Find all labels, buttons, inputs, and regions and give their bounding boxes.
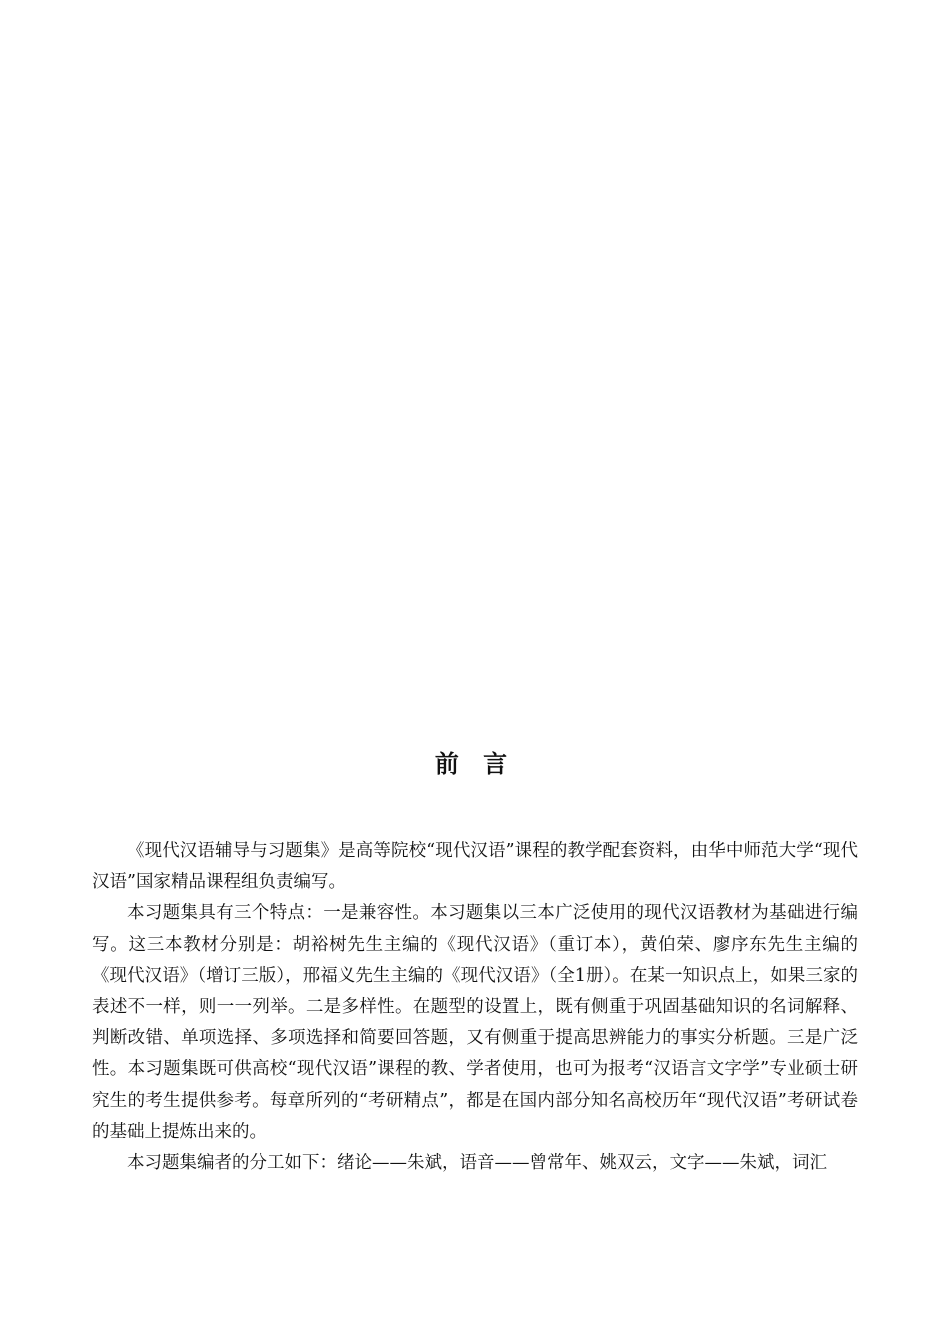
page-heading: 前 言 (434, 750, 516, 778)
paragraph-2: 本习题集具有三个特点：一是兼容性。本习题集以三本广泛使用的现代汉语教材为基础进行编写。这三本教材分别是：胡裕树先生主编的《现代汉语》（重订本），黄伯荣、廖序东先生主编的《现代汉语》（增订三版），邢福义先生主编的《现代汉语》（全1册）。在某一知识点上，如果三家的表述不一样，则一一列举。二是多样性。在题型的设置上，既有侧重于巩固基础知识的名词解释、判断改错、单项选择、多项选择和简要回答题，又有侧重于提高思辨能力的事实分析题。三是广泛性。本习题集既可供高校“现代汉语”课程的教、学者使用，也可为报考“汉语言文字学”专业硕士研究生的考生提供参考。每章所列的“考研精点”，都是在国内部分知名高校历年“现代汉语”考研试卷的基础上提炼出来的。 (92, 903, 858, 1142)
paragraph-3: 本习题集编者的分工如下：绪论——朱斌，语音——曾常年、姚双云，文字——朱斌，词汇 (127, 1153, 827, 1174)
preface-body (92, 836, 858, 1179)
paragraph-1: 《现代汉语辅导与习题集》是高等院校“现代汉语”课程的教学配套资料，由华中师范大学“现代汉语”国家精品课程组负责编写。 (92, 841, 858, 893)
